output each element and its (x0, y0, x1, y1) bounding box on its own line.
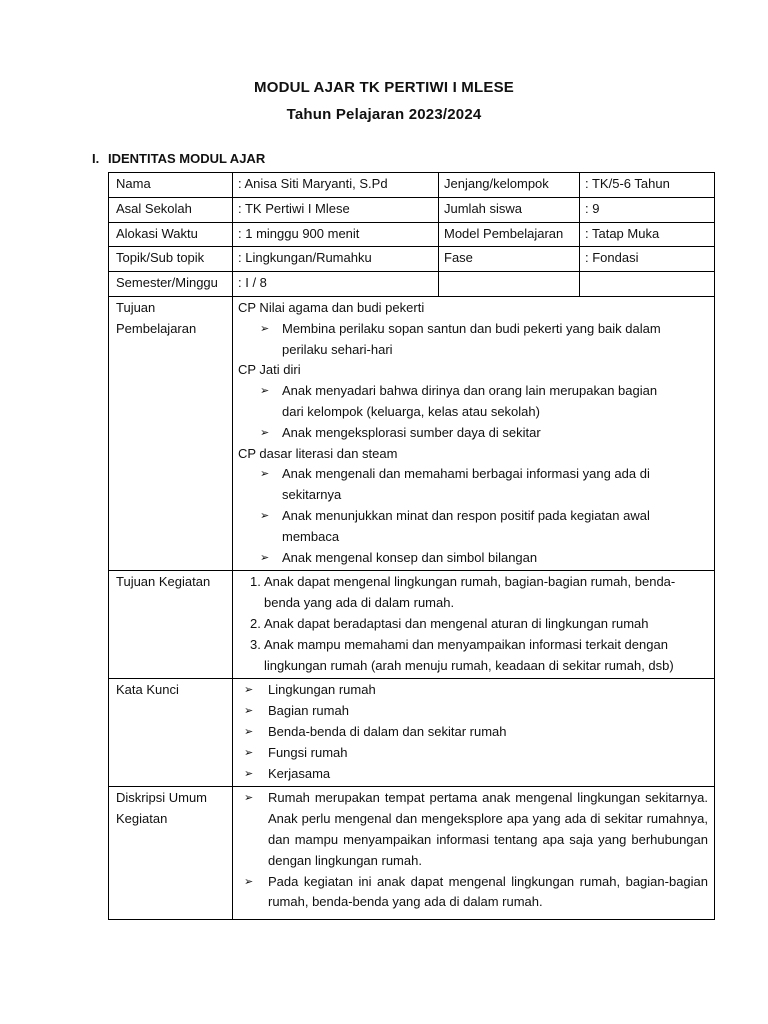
arrow-bullet-icon: ➢ (260, 322, 270, 335)
arrow-bullet-icon: ➢ (260, 426, 270, 439)
row-label (109, 787, 233, 920)
item-number: 2. (250, 615, 261, 631)
row-label: Tujuan Kegiatan (109, 571, 233, 679)
cp-heading: CP Nilai agama dan budi pekerti (238, 299, 425, 315)
section-heading (92, 151, 265, 166)
item-line: Anak mengeksplorasi sumber daya di sekitar (282, 424, 541, 440)
tujuan-pembelajaran-content (233, 296, 715, 570)
row-value: : Fondasi (580, 247, 715, 272)
item-line: Anak mengenali dan memahami berbagai informasi yang ada di (282, 466, 650, 482)
arrow-bullet-icon: ➢ (244, 792, 254, 805)
item-text: Benda-benda di dalam dan sekitar rumah (268, 723, 507, 739)
list-item (238, 764, 708, 785)
table-row (109, 247, 715, 272)
row-label: Jenjang/kelompok (439, 173, 580, 198)
row-value: : 1 minggu 900 menit (233, 222, 439, 247)
row-value: : Anisa Siti Maryanti, S.Pd (233, 173, 439, 198)
label-line: Kegiatan (116, 811, 168, 827)
row-value: : Lingkungan/Rumahku (233, 247, 439, 272)
item-line: benda yang ada di dalam rumah. (264, 595, 455, 611)
arrow-bullet-icon: ➢ (244, 725, 254, 738)
row-label: Alokasi Waktu (109, 222, 233, 247)
arrow-bullet-icon: ➢ (260, 551, 270, 564)
list-item (238, 788, 708, 871)
cp-heading: CP Jati diri (238, 362, 301, 378)
list-item (238, 680, 708, 701)
list-item (238, 635, 708, 677)
deskripsi-content (233, 787, 715, 920)
item-line: Anak mengenal konsep dan simbol bilangan (282, 549, 538, 565)
item-line: Anak menunjukkan minat dan respon positif pada kegiatan awal (282, 507, 650, 523)
table-row-deskripsi (109, 787, 715, 920)
cp-heading: CP dasar literasi dan steam (238, 445, 398, 461)
list-item (238, 506, 708, 548)
list-item (238, 548, 708, 569)
table-row-kata-kunci (109, 679, 715, 787)
arrow-bullet-icon: ➢ (260, 385, 270, 398)
kata-kunci-content (233, 679, 715, 787)
identity-table (108, 172, 715, 920)
row-label: Asal Sekolah (109, 197, 233, 222)
row-value: : TK/5-6 Tahun (580, 173, 715, 198)
row-label: Semester/Minggu (109, 272, 233, 297)
table-row (109, 272, 715, 297)
row-label: Nama (109, 173, 233, 198)
label-line: Pembelajaran (116, 320, 197, 336)
item-line: dari kelompok (keluarga, kelas atau sekolah) (282, 403, 540, 419)
item-number: 1. (250, 574, 261, 590)
item-line: lingkungan rumah (arah menuju rumah, keadaan di sekitar rumah, dsb) (264, 657, 674, 673)
row-label: Kata Kunci (109, 679, 233, 787)
table-row (109, 222, 715, 247)
row-label (439, 272, 580, 297)
arrow-bullet-icon: ➢ (244, 705, 254, 718)
arrow-bullet-icon: ➢ (244, 746, 254, 759)
label-line: Diskripsi Umum (116, 790, 207, 806)
item-line: perilaku sehari-hari (282, 341, 393, 357)
list-item (238, 701, 708, 722)
table-row (109, 197, 715, 222)
row-value (580, 272, 715, 297)
row-label: Fase (439, 247, 580, 272)
item-text: Lingkungan rumah (268, 682, 376, 698)
list-item (238, 572, 708, 614)
document-subtitle: Tahun Pelajaran 2023/2024 (286, 106, 482, 123)
document-title: MODUL AJAR TK PERTIWI I MLESE (254, 79, 514, 96)
item-line: Anak dapat beradaptasi dan mengenal aturan di lingkungan rumah (264, 615, 649, 631)
table-row (109, 173, 715, 198)
arrow-bullet-icon: ➢ (260, 468, 270, 481)
row-value: : Tatap Muka (580, 222, 715, 247)
row-value: : 9 (580, 197, 715, 222)
section-title: IDENTITAS MODUL AJAR (108, 151, 266, 166)
list-item (238, 743, 708, 764)
list-item (238, 464, 708, 506)
arrow-bullet-icon: ➢ (244, 767, 254, 780)
item-line: membaca (282, 528, 340, 544)
list-item (238, 614, 708, 635)
label-line: Tujuan (116, 299, 156, 315)
list-item (238, 381, 708, 423)
arrow-bullet-icon: ➢ (260, 509, 270, 522)
row-label: Model Pembelajaran (439, 222, 580, 247)
list-item (238, 319, 708, 361)
item-text: Kerjasama (268, 765, 331, 781)
item-text: Pada kegiatan ini anak dapat mengenal lingkungan rumah, bagian-bagian rumah, benda-benda yang ada di dalam rumah. (268, 873, 708, 910)
item-line: Anak dapat mengenal lingkungan rumah, bagian-bagian rumah, benda- (264, 574, 676, 590)
item-text: Rumah merupakan tempat pertama anak mengenal lingkungan sekitarnya. Anak perlu mengenal dan mengeksplore apa yang ada di sekitar rumahnya, dan mampu menyampaikan informasi tentang apa saja yang berhubungan dengan lingkungan rumah. (268, 790, 708, 868)
item-line: Anak menyadari bahwa dirinya dan orang lain merupakan bagian (282, 383, 658, 399)
item-line: Membina perilaku sopan santun dan budi pekerti yang baik dalam (282, 320, 661, 336)
item-line: Anak mampu memahami dan menyampaikan informasi terkait dengan (264, 636, 668, 652)
tujuan-kegiatan-content (233, 571, 715, 679)
arrow-bullet-icon: ➢ (244, 875, 254, 888)
item-text: Bagian rumah (268, 703, 349, 719)
section-number: I. (92, 151, 100, 166)
list-item (238, 872, 708, 914)
row-label (109, 296, 233, 570)
row-value: : TK Pertiwi I Mlese (233, 197, 439, 222)
table-row-tujuan-pembelajaran (109, 296, 715, 570)
row-label: Jumlah siswa (439, 197, 580, 222)
item-line: sekitarnya (282, 487, 342, 503)
item-text: Fungsi rumah (268, 744, 348, 760)
table-row-tujuan-kegiatan (109, 571, 715, 679)
item-number: 3. (250, 636, 261, 652)
arrow-bullet-icon: ➢ (244, 684, 254, 697)
list-item (238, 423, 708, 444)
row-value: : I / 8 (233, 272, 439, 297)
row-label: Topik/Sub topik (109, 247, 233, 272)
list-item (238, 722, 708, 743)
